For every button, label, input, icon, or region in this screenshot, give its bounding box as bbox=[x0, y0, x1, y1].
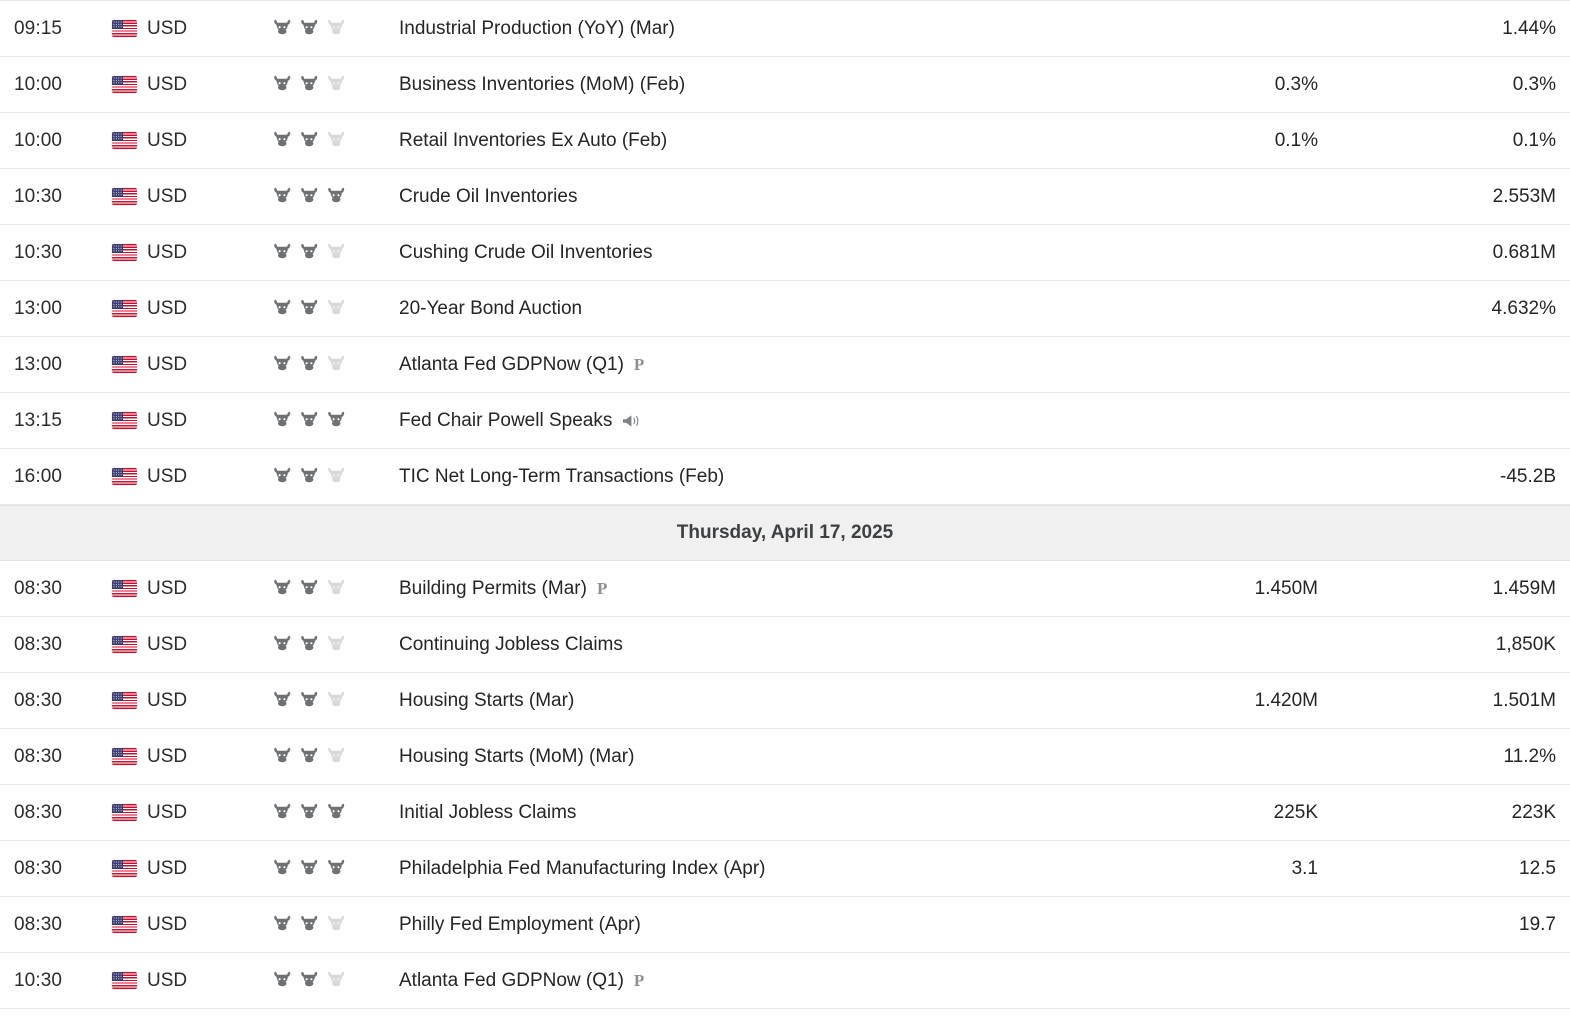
volatility-rating[interactable] bbox=[259, 803, 389, 823]
bull-icon bbox=[325, 747, 347, 767]
volatility-rating[interactable] bbox=[259, 75, 389, 95]
us-flag-icon bbox=[112, 916, 137, 933]
table-row[interactable] bbox=[0, 953, 1570, 1009]
event-time: 09:15 bbox=[14, 17, 63, 39]
event-currency bbox=[112, 914, 259, 936]
event-forecast: 0.1% bbox=[1274, 129, 1318, 151]
event-name: Initial Jobless Claims bbox=[399, 801, 577, 823]
event-name-cell[interactable] bbox=[389, 466, 1110, 488]
bull-icon bbox=[325, 579, 347, 599]
currency-code: USD bbox=[147, 241, 188, 263]
event-time: 10:00 bbox=[14, 129, 63, 151]
event-name-cell[interactable] bbox=[389, 746, 1110, 768]
currency-code: USD bbox=[147, 17, 188, 39]
event-actual: 1,850K bbox=[1495, 633, 1556, 655]
bull-icon bbox=[325, 243, 347, 263]
bull-icon bbox=[271, 859, 293, 879]
event-name: Cushing Crude Oil Inventories bbox=[399, 241, 653, 263]
table-row[interactable] bbox=[0, 169, 1570, 225]
currency-code: USD bbox=[147, 297, 188, 319]
us-flag-icon bbox=[112, 804, 137, 821]
event-name-cell[interactable] bbox=[389, 242, 1110, 264]
table-row[interactable] bbox=[0, 561, 1570, 617]
bull-icon bbox=[271, 243, 293, 263]
table-row[interactable] bbox=[0, 729, 1570, 785]
us-flag-icon bbox=[112, 356, 137, 373]
event-name: Fed Chair Powell Speaks bbox=[399, 409, 613, 431]
volatility-rating[interactable] bbox=[259, 635, 389, 655]
event-currency bbox=[112, 858, 259, 880]
bull-icon bbox=[298, 411, 320, 431]
event-name: Atlanta Fed GDPNow (Q1) bbox=[399, 969, 624, 991]
event-name-cell[interactable] bbox=[389, 130, 1110, 152]
event-time: 16:00 bbox=[14, 465, 63, 487]
event-name-cell[interactable] bbox=[389, 690, 1110, 712]
bull-icon bbox=[271, 19, 293, 39]
bull-icon bbox=[271, 971, 293, 991]
bull-icon bbox=[298, 691, 320, 711]
event-name: Industrial Production (YoY) (Mar) bbox=[399, 17, 675, 39]
event-name: 20-Year Bond Auction bbox=[399, 297, 583, 319]
event-time: 08:30 bbox=[14, 633, 63, 655]
currency-code: USD bbox=[147, 857, 188, 879]
bull-icon bbox=[298, 19, 320, 39]
bull-icon bbox=[325, 971, 347, 991]
event-name-cell[interactable] bbox=[389, 802, 1110, 824]
table-row[interactable] bbox=[0, 785, 1570, 841]
bull-icon bbox=[325, 915, 347, 935]
currency-code: USD bbox=[147, 633, 188, 655]
us-flag-icon bbox=[112, 188, 137, 205]
volatility-rating[interactable] bbox=[259, 243, 389, 263]
us-flag-icon bbox=[112, 412, 137, 429]
event-currency bbox=[112, 970, 259, 992]
currency-code: USD bbox=[147, 969, 188, 991]
day-separator-row bbox=[0, 505, 1570, 561]
event-currency bbox=[112, 746, 259, 768]
table-row[interactable] bbox=[0, 113, 1570, 169]
us-flag-icon bbox=[112, 580, 137, 597]
event-currency bbox=[112, 690, 259, 712]
bull-icon bbox=[325, 859, 347, 879]
event-forecast: 0.3% bbox=[1274, 73, 1318, 95]
bull-icon bbox=[325, 355, 347, 375]
event-time: 08:30 bbox=[14, 801, 63, 823]
event-actual: 223K bbox=[1511, 801, 1556, 823]
event-currency bbox=[112, 242, 259, 264]
table-row[interactable] bbox=[0, 841, 1570, 897]
currency-code: USD bbox=[147, 129, 188, 151]
bull-icon bbox=[271, 635, 293, 655]
bull-icon bbox=[298, 299, 320, 319]
bull-icon bbox=[271, 747, 293, 767]
bull-icon bbox=[271, 299, 293, 319]
bull-icon bbox=[325, 19, 347, 39]
event-time: 08:30 bbox=[14, 689, 63, 711]
bull-icon bbox=[298, 747, 320, 767]
event-actual: 12.5 bbox=[1519, 857, 1556, 879]
event-name-cell[interactable] bbox=[389, 186, 1110, 208]
bull-icon bbox=[298, 243, 320, 263]
currency-code: USD bbox=[147, 801, 188, 823]
event-time: 08:30 bbox=[14, 857, 63, 879]
event-actual: 1.44% bbox=[1502, 17, 1556, 39]
bull-icon bbox=[325, 411, 347, 431]
volatility-rating[interactable] bbox=[259, 859, 389, 879]
event-time: 10:30 bbox=[14, 241, 63, 263]
us-flag-icon bbox=[112, 300, 137, 317]
event-name: TIC Net Long-Term Transactions (Feb) bbox=[399, 465, 725, 487]
us-flag-icon bbox=[112, 20, 137, 37]
bull-icon bbox=[298, 467, 320, 487]
event-name-cell[interactable] bbox=[389, 970, 1110, 992]
event-time: 10:30 bbox=[14, 185, 63, 207]
table-row[interactable] bbox=[0, 673, 1570, 729]
currency-code: USD bbox=[147, 73, 188, 95]
us-flag-icon bbox=[112, 636, 137, 653]
event-currency bbox=[112, 18, 259, 40]
bull-icon bbox=[298, 131, 320, 151]
table-row[interactable] bbox=[0, 225, 1570, 281]
bull-icon bbox=[298, 579, 320, 599]
event-name-cell[interactable] bbox=[389, 410, 1110, 432]
event-currency bbox=[112, 298, 259, 320]
table-row[interactable] bbox=[0, 1, 1570, 57]
bull-icon bbox=[325, 187, 347, 207]
event-currency bbox=[112, 578, 259, 600]
us-flag-icon bbox=[112, 468, 137, 485]
currency-code: USD bbox=[147, 689, 188, 711]
event-name: Housing Starts (MoM) (Mar) bbox=[399, 745, 635, 767]
bull-icon bbox=[271, 355, 293, 375]
event-name-cell[interactable] bbox=[389, 914, 1110, 936]
event-currency bbox=[112, 74, 259, 96]
event-currency bbox=[112, 354, 259, 376]
bull-icon bbox=[325, 131, 347, 151]
volatility-rating[interactable] bbox=[259, 747, 389, 767]
event-time: 08:30 bbox=[14, 745, 63, 767]
preliminary-badge: P bbox=[596, 578, 608, 598]
event-name-cell[interactable] bbox=[389, 74, 1110, 96]
event-actual: -45.2B bbox=[1500, 465, 1556, 487]
bull-icon bbox=[325, 691, 347, 711]
bull-icon bbox=[271, 691, 293, 711]
event-time: 10:30 bbox=[14, 969, 63, 991]
bull-icon bbox=[298, 803, 320, 823]
bull-icon bbox=[298, 187, 320, 207]
bull-icon bbox=[298, 355, 320, 375]
speaker-icon[interactable] bbox=[622, 413, 642, 429]
event-name-cell[interactable] bbox=[389, 578, 1110, 600]
event-time: 13:00 bbox=[14, 297, 63, 319]
bull-icon bbox=[271, 915, 293, 935]
event-time: 08:30 bbox=[14, 577, 63, 599]
event-name-cell[interactable] bbox=[389, 354, 1110, 376]
us-flag-icon bbox=[112, 244, 137, 261]
event-forecast: 1.420M bbox=[1254, 689, 1318, 711]
currency-code: USD bbox=[147, 745, 188, 767]
currency-code: USD bbox=[147, 913, 188, 935]
preliminary-badge: P bbox=[633, 354, 645, 374]
volatility-rating[interactable] bbox=[259, 411, 389, 431]
bull-icon bbox=[271, 75, 293, 95]
table-row[interactable] bbox=[0, 617, 1570, 673]
event-actual: 2.553M bbox=[1492, 185, 1556, 207]
event-forecast: 3.1 bbox=[1291, 857, 1318, 879]
volatility-rating[interactable] bbox=[259, 131, 389, 151]
event-name: Philly Fed Employment (Apr) bbox=[399, 913, 641, 935]
bull-icon bbox=[298, 915, 320, 935]
event-name: Business Inventories (MoM) (Feb) bbox=[399, 73, 686, 95]
event-actual: 1.501M bbox=[1492, 689, 1556, 711]
event-actual: 0.3% bbox=[1512, 73, 1556, 95]
bull-icon bbox=[271, 131, 293, 151]
event-forecast: 1.450M bbox=[1254, 577, 1318, 599]
bull-icon bbox=[325, 635, 347, 655]
us-flag-icon bbox=[112, 692, 137, 709]
event-time: 08:30 bbox=[14, 913, 63, 935]
event-name: Housing Starts (Mar) bbox=[399, 689, 575, 711]
event-name: Crude Oil Inventories bbox=[399, 185, 578, 207]
volatility-rating[interactable] bbox=[259, 299, 389, 319]
bull-icon bbox=[271, 411, 293, 431]
table-row[interactable] bbox=[0, 337, 1570, 393]
event-name-cell[interactable] bbox=[389, 858, 1110, 880]
volatility-rating[interactable] bbox=[259, 19, 389, 39]
event-actual: 19.7 bbox=[1519, 913, 1556, 935]
event-name-cell[interactable] bbox=[389, 18, 1110, 40]
bull-icon bbox=[271, 187, 293, 207]
event-actual: 4.632% bbox=[1491, 297, 1556, 319]
event-name: Retail Inventories Ex Auto (Feb) bbox=[399, 129, 668, 151]
volatility-rating[interactable] bbox=[259, 971, 389, 991]
currency-code: USD bbox=[147, 465, 188, 487]
us-flag-icon bbox=[112, 860, 137, 877]
event-currency bbox=[112, 802, 259, 824]
currency-code: USD bbox=[147, 577, 188, 599]
day-separator-label: Thursday, April 17, 2025 bbox=[676, 522, 894, 543]
event-name-cell[interactable] bbox=[389, 634, 1110, 656]
event-currency bbox=[112, 130, 259, 152]
volatility-rating[interactable] bbox=[259, 187, 389, 207]
us-flag-icon bbox=[112, 972, 137, 989]
bull-icon bbox=[325, 803, 347, 823]
currency-code: USD bbox=[147, 409, 188, 431]
event-time: 10:00 bbox=[14, 73, 63, 95]
table-row[interactable] bbox=[0, 393, 1570, 449]
volatility-rating[interactable] bbox=[259, 691, 389, 711]
bull-icon bbox=[271, 803, 293, 823]
event-currency bbox=[112, 186, 259, 208]
event-actual: 0.1% bbox=[1512, 129, 1556, 151]
bull-icon bbox=[325, 467, 347, 487]
event-name: Continuing Jobless Claims bbox=[399, 633, 623, 655]
us-flag-icon bbox=[112, 748, 137, 765]
bull-icon bbox=[298, 971, 320, 991]
event-name: Building Permits (Mar) bbox=[399, 577, 587, 599]
event-name: Atlanta Fed GDPNow (Q1) bbox=[399, 353, 624, 375]
bull-icon bbox=[271, 579, 293, 599]
volatility-rating[interactable] bbox=[259, 579, 389, 599]
preliminary-badge: P bbox=[633, 970, 645, 990]
event-forecast: 225K bbox=[1273, 801, 1318, 823]
event-actual: 1.459M bbox=[1492, 577, 1556, 599]
volatility-rating[interactable] bbox=[259, 355, 389, 375]
volatility-rating[interactable] bbox=[259, 915, 389, 935]
event-actual: 0.681M bbox=[1492, 241, 1556, 263]
event-currency bbox=[112, 466, 259, 488]
event-name-cell[interactable] bbox=[389, 298, 1110, 320]
us-flag-icon bbox=[112, 132, 137, 149]
table-row[interactable] bbox=[0, 449, 1570, 505]
currency-code: USD bbox=[147, 353, 188, 375]
table-row[interactable] bbox=[0, 281, 1570, 337]
bull-icon bbox=[325, 299, 347, 319]
event-currency bbox=[112, 410, 259, 432]
bull-icon bbox=[325, 75, 347, 95]
event-actual: 11.2% bbox=[1503, 745, 1556, 767]
table-row[interactable] bbox=[0, 897, 1570, 953]
currency-code: USD bbox=[147, 185, 188, 207]
event-time: 13:00 bbox=[14, 353, 63, 375]
bull-icon bbox=[298, 859, 320, 879]
event-time: 13:15 bbox=[14, 409, 63, 431]
table-row[interactable] bbox=[0, 57, 1570, 113]
volatility-rating[interactable] bbox=[259, 467, 389, 487]
bull-icon bbox=[298, 635, 320, 655]
event-name: Philadelphia Fed Manufacturing Index (Apr) bbox=[399, 857, 766, 879]
event-currency bbox=[112, 634, 259, 656]
us-flag-icon bbox=[112, 76, 137, 93]
bull-icon bbox=[271, 467, 293, 487]
bull-icon bbox=[298, 75, 320, 95]
